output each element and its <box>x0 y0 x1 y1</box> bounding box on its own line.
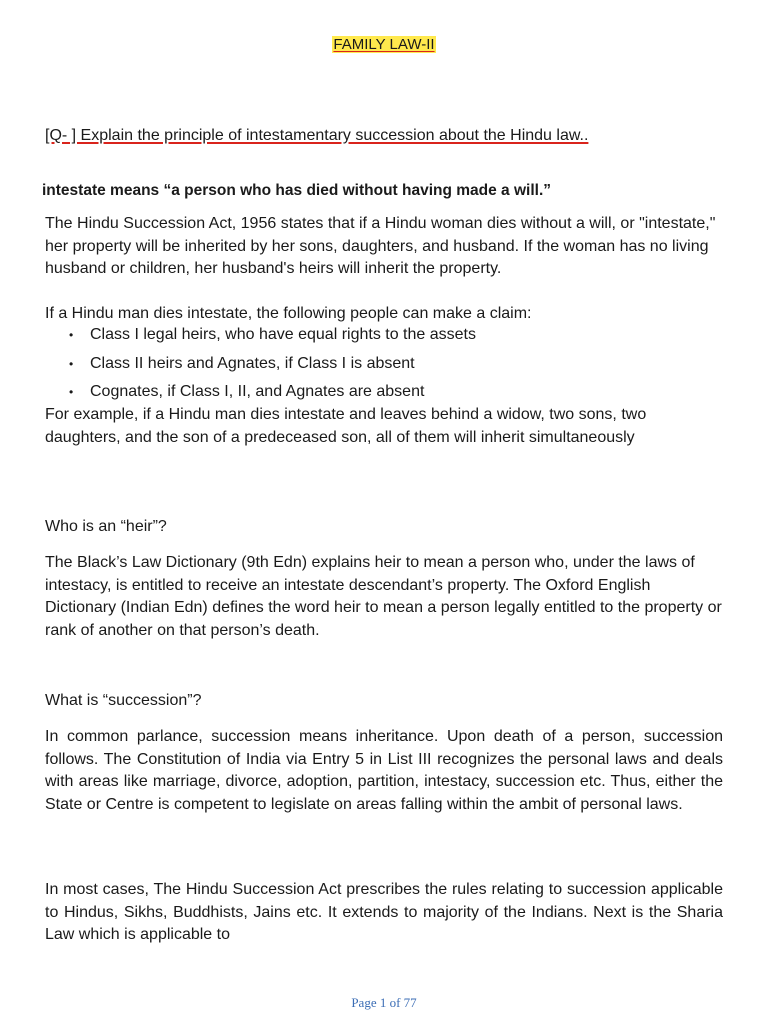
list-item-text: Class II heirs and Agnates, if Class I is absent <box>90 354 415 372</box>
heir-paragraph: The Black’s Law Dictionary (9th Edn) explains heir to mean a person who, under the laws of intestacy, is entitled to receive an intestate descendant’s property. The Oxford English Dictionary (Indian Edn) defines the word heir to mean a person legally entitled to the property or rank of another on that person’s death. <box>45 554 722 639</box>
bullet-icon: • <box>69 385 74 399</box>
intestate-definition: intestate means “a person who has died without having made a will.” <box>42 182 552 199</box>
question-text: [Q- ] Explain the principle of intestamentary succession about the Hindu law.. <box>45 127 589 144</box>
claim-intro-line: If a Hindu man dies intestate, the following people can make a claim: <box>45 305 532 322</box>
claimant-list <box>45 324 725 410</box>
bullet-icon: • <box>69 356 74 371</box>
succession-acts-paragraph: In most cases, The Hindu Succession Act prescribes the rules relating to succession applicable to Hindus, Sikhs, Buddhists, Jains etc. It extends to majority of the Indians. Next is the Sharia Law which is applicable to <box>45 881 723 943</box>
succession-paragraph: In common parlance, succession means inheritance. Upon death of a person, succession follows. The Constitution of India via Entry 5 in List III recognizes the personal laws and deals with areas like marriage, divorce, adoption, partition, intestacy, succession etc. Thus, either the State or Centre is competent to legislate on areas falling within the ambit of personal laws. <box>45 728 723 813</box>
page-number: Page 1 of 77 <box>351 995 417 1010</box>
bullet-icon: • <box>69 328 74 342</box>
list-item-text: Cognates, if Class I, II, and Agnates are absent <box>90 383 425 400</box>
list-item-text: Class I legal heirs, who have equal rights to the assets <box>90 326 476 343</box>
question-heading <box>45 125 705 147</box>
intro-paragraph: The Hindu Succession Act, 1956 states that if a Hindu woman dies without a will, or "intestate," her property will be inherited by her sons, daughters, and husband. If the woman has no living husband or children, her husband's heirs will inherit the property. <box>45 215 716 277</box>
list-item <box>45 324 725 353</box>
document-title <box>0 36 768 53</box>
succession-heading: What is “succession”? <box>45 692 202 709</box>
list-item <box>45 353 725 382</box>
heir-heading: Who is an “heir”? <box>45 518 167 535</box>
document-title-text: FAMILY LAW-II <box>333 36 435 53</box>
example-paragraph: For example, if a Hindu man dies intestate and leaves behind a widow, two sons, two daughters, and the son of a predeceased son, all of them will inherit simultaneously <box>45 406 647 446</box>
